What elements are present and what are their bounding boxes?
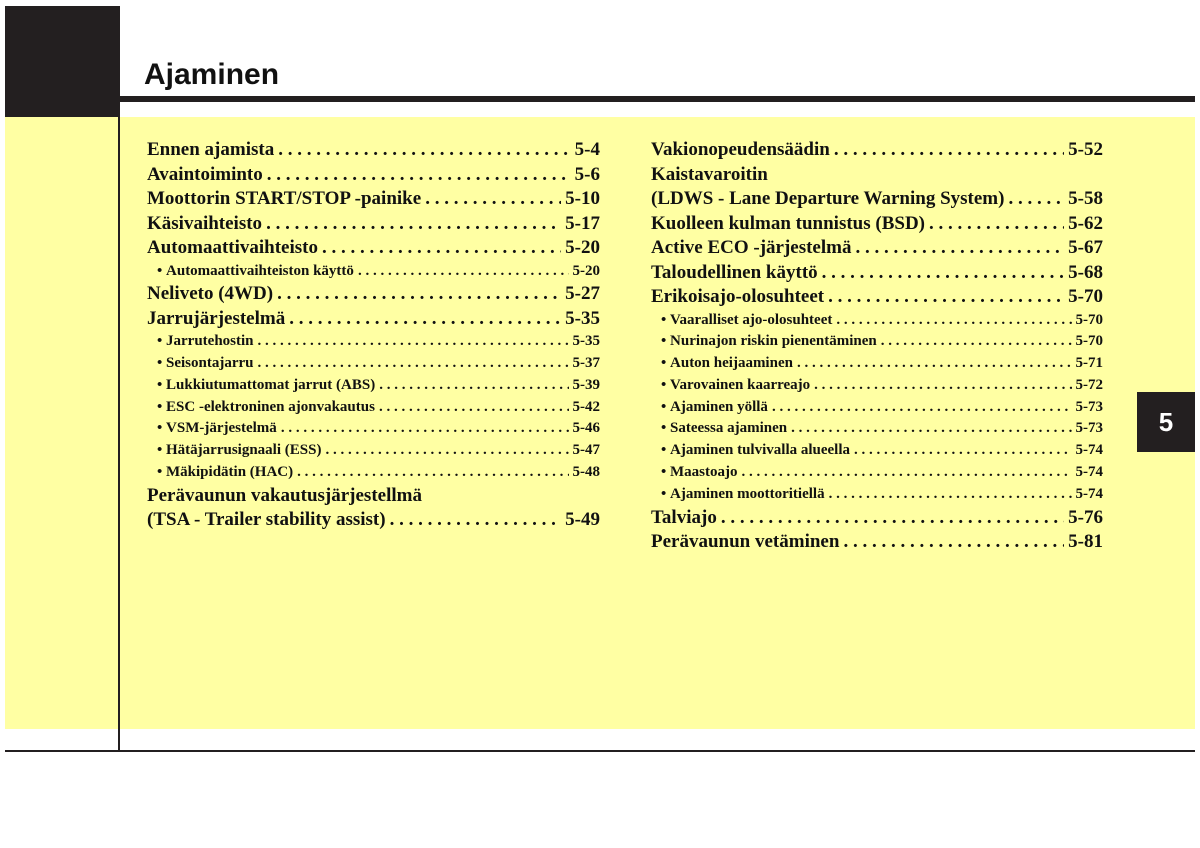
chapter-tab[interactable] [1137, 392, 1195, 452]
dot-leader [425, 187, 561, 212]
toc-page-number: 5-6 [574, 163, 600, 185]
toc-subentry[interactable] [651, 310, 1103, 332]
toc-page-number: 5-62 [1068, 212, 1103, 234]
toc-page-number: 5-37 [572, 355, 600, 372]
toc-entry-title: Active ECO -järjestelmä [651, 237, 852, 258]
toc-page-number: 5-39 [572, 376, 600, 393]
dot-leader [258, 353, 569, 375]
toc-subentry[interactable] [651, 397, 1103, 419]
toc-page-number: 5-70 [1068, 286, 1103, 307]
toc-entry-title: • Nurinajon riskin pienentäminen [661, 331, 877, 353]
dot-leader [855, 236, 1064, 261]
dot-leader [829, 484, 1072, 506]
toc-entry-title: • Lukkiutumattomat jarrut (ABS) [157, 375, 375, 397]
toc-page-number: 5-74 [1075, 464, 1103, 481]
dot-leader [843, 530, 1064, 555]
toc-page-number: 5-42 [572, 398, 600, 415]
vertical-rule [118, 6, 120, 752]
toc-entry[interactable] [147, 212, 600, 237]
toc-entry[interactable] [651, 163, 1103, 188]
toc-entry[interactable] [147, 282, 600, 307]
toc-entry[interactable] [147, 163, 600, 188]
toc-page-number: 5-70 [1075, 333, 1103, 350]
toc-subentry[interactable] [651, 418, 1103, 440]
toc-entry[interactable] [147, 508, 600, 533]
dot-leader [267, 163, 571, 188]
toc-entry[interactable] [147, 187, 600, 212]
dot-leader [828, 285, 1064, 310]
toc-page-number: 5-20 [572, 262, 600, 279]
dot-leader [836, 310, 1071, 332]
toc-entry-title: Perävaunun vakautusjärjestellmä [147, 484, 422, 506]
toc-subentry[interactable] [651, 462, 1103, 484]
toc-page-number: 5-35 [565, 307, 600, 329]
toc-page-number: 5-46 [572, 420, 600, 437]
toc-page-number: 5-73 [1075, 420, 1103, 437]
toc-page-number: 5-74 [1075, 485, 1103, 502]
dot-leader [325, 440, 568, 462]
toc-page-number: 5-68 [1068, 261, 1103, 283]
toc-subentry[interactable] [651, 484, 1103, 506]
toc-entry-title: Moottorin START/STOP -painike [147, 188, 422, 209]
toc-subentry[interactable] [651, 440, 1103, 462]
toc-entry[interactable] [147, 307, 600, 332]
toc-subentry[interactable] [147, 375, 600, 397]
dot-leader [797, 353, 1072, 375]
toc-entry[interactable] [651, 506, 1103, 531]
toc-entry[interactable] [651, 261, 1103, 286]
toc-entry[interactable] [651, 138, 1103, 163]
dot-leader [277, 282, 561, 307]
dot-leader [289, 307, 561, 332]
toc-entry-title: (LDWS - Lane Departure Warning System) [651, 188, 1005, 209]
dot-leader [822, 261, 1065, 286]
corner-block [5, 6, 119, 117]
dot-leader [322, 236, 561, 261]
toc-entry-title: • Auton heijaaminen [661, 353, 793, 375]
toc-page-number: 5-17 [565, 212, 600, 234]
toc-entry-title: Neliveto (4WD) [147, 283, 274, 305]
toc-entry-title: • Vaaralliset ajo-olosuhteet [661, 310, 832, 332]
toc-page-number: 5-71 [1075, 355, 1103, 372]
toc-entry-title: Automaattivaihteisto [147, 237, 318, 258]
toc-page-number: 5-47 [572, 442, 600, 459]
toc-subentry[interactable] [147, 440, 600, 462]
toc-page-number: 5-72 [1075, 376, 1103, 393]
dot-leader [379, 375, 568, 397]
toc-subentry[interactable] [147, 261, 600, 283]
toc-page-number: 5-58 [1068, 188, 1103, 209]
toc-page-number: 5-35 [572, 333, 600, 350]
toc-entry-title: Taloudellinen käyttö [651, 261, 818, 283]
dot-leader [297, 462, 568, 484]
toc-entry[interactable] [651, 187, 1103, 212]
toc-left-column [147, 138, 600, 533]
toc-entry[interactable] [147, 138, 600, 163]
toc-entry-title: • VSM-järjestelmä [157, 418, 277, 440]
dot-leader [854, 440, 1071, 462]
toc-entry-title: • Jarrutehostin [157, 331, 254, 353]
toc-entry-title: Talviajo [651, 506, 717, 528]
toc-entry-title: Avaintoiminto [147, 163, 263, 185]
toc-subentry[interactable] [147, 462, 600, 484]
toc-subentry[interactable] [147, 353, 600, 375]
toc-entry-title: Erikoisajo-olosuhteet [651, 286, 825, 307]
toc-entry[interactable] [651, 285, 1103, 310]
toc-page-number: 5-73 [1075, 398, 1103, 415]
toc-right-column [651, 138, 1103, 555]
toc-entry[interactable] [651, 212, 1103, 237]
toc-entry-title: • Seisontajarru [157, 353, 254, 375]
bottom-rule [5, 750, 1195, 752]
dot-leader [278, 138, 570, 163]
dot-leader [791, 418, 1071, 440]
toc-page-number: 5-76 [1068, 506, 1103, 528]
dot-leader [834, 138, 1064, 163]
dot-leader [1008, 187, 1064, 212]
dot-leader [742, 462, 1072, 484]
toc-entry[interactable] [147, 236, 600, 261]
toc-entry-title: • ESC -elektroninen ajonvakautus [157, 397, 375, 419]
dot-leader [772, 397, 1072, 419]
title-rule [118, 96, 1195, 102]
dot-leader [258, 331, 569, 353]
toc-entry-title: • Hätäjarrusignaali (ESS) [157, 440, 321, 462]
toc-page-number: 5-20 [565, 237, 600, 258]
dot-leader [358, 261, 569, 283]
toc-entry[interactable] [651, 236, 1103, 261]
toc-entry-title: • Maastoajo [661, 462, 738, 484]
toc-entry-title: Kuolleen kulman tunnistus (BSD) [651, 212, 925, 234]
toc-subentry[interactable] [651, 353, 1103, 375]
toc-page-number: 5-70 [1075, 311, 1103, 328]
toc-entry-title: • Sateessa ajaminen [661, 418, 787, 440]
toc-entry-title: • Automaattivaihteiston käyttö [157, 261, 354, 283]
toc-page-number: 5-4 [574, 139, 600, 160]
toc-entry-title: Vakionopeudensäädin [651, 139, 830, 160]
toc-page-number: 5-10 [565, 188, 600, 209]
dot-leader [266, 212, 561, 237]
toc-page-number: 5-52 [1068, 139, 1103, 160]
toc-page-number: 5-74 [1075, 442, 1103, 459]
toc-entry-title: Käsivaihteisto [147, 212, 263, 234]
toc-entry-title: • Varovainen kaarreajo [661, 375, 810, 397]
toc-entry-title: (TSA - Trailer stability assist) [147, 509, 386, 531]
toc-entry-title: Ennen ajamista [147, 139, 275, 160]
toc-entry-title: Jarrujärjestelmä [147, 307, 286, 329]
toc-entry-title: Perävaunun vetäminen [651, 531, 840, 553]
toc-page-number: 5-27 [565, 283, 600, 305]
toc-entry-title: • Mäkipidätin (HAC) [157, 462, 293, 484]
dot-leader [379, 397, 569, 419]
toc-page-number: 5-67 [1068, 237, 1103, 258]
toc-entry-title: • Ajaminen yöllä [661, 397, 768, 419]
toc-page-number: 5-48 [572, 464, 600, 481]
toc-subentry[interactable] [147, 418, 600, 440]
toc-page-number: 5-81 [1068, 531, 1103, 553]
toc-entry-title: Kaistavaroitin [651, 163, 768, 185]
toc-entry[interactable] [651, 530, 1103, 555]
toc-subentry[interactable] [147, 397, 600, 419]
dot-leader [881, 331, 1072, 353]
toc-subentry[interactable] [147, 331, 600, 353]
dot-leader [929, 212, 1064, 237]
toc-page-number: 5-49 [565, 509, 600, 531]
dot-leader [721, 506, 1064, 531]
dot-leader [390, 508, 562, 533]
dot-leader [814, 375, 1071, 397]
page-title: Ajaminen [144, 58, 280, 91]
toc-entry-title: • Ajaminen moottoritiellä [661, 484, 825, 506]
chapter-number: 5 [1158, 406, 1174, 437]
toc-subentry[interactable] [651, 375, 1103, 397]
toc-entry-title: • Ajaminen tulvivalla alueella [661, 440, 850, 462]
toc-entry[interactable] [147, 484, 600, 509]
toc-subentry[interactable] [651, 331, 1103, 353]
dot-leader [281, 418, 569, 440]
